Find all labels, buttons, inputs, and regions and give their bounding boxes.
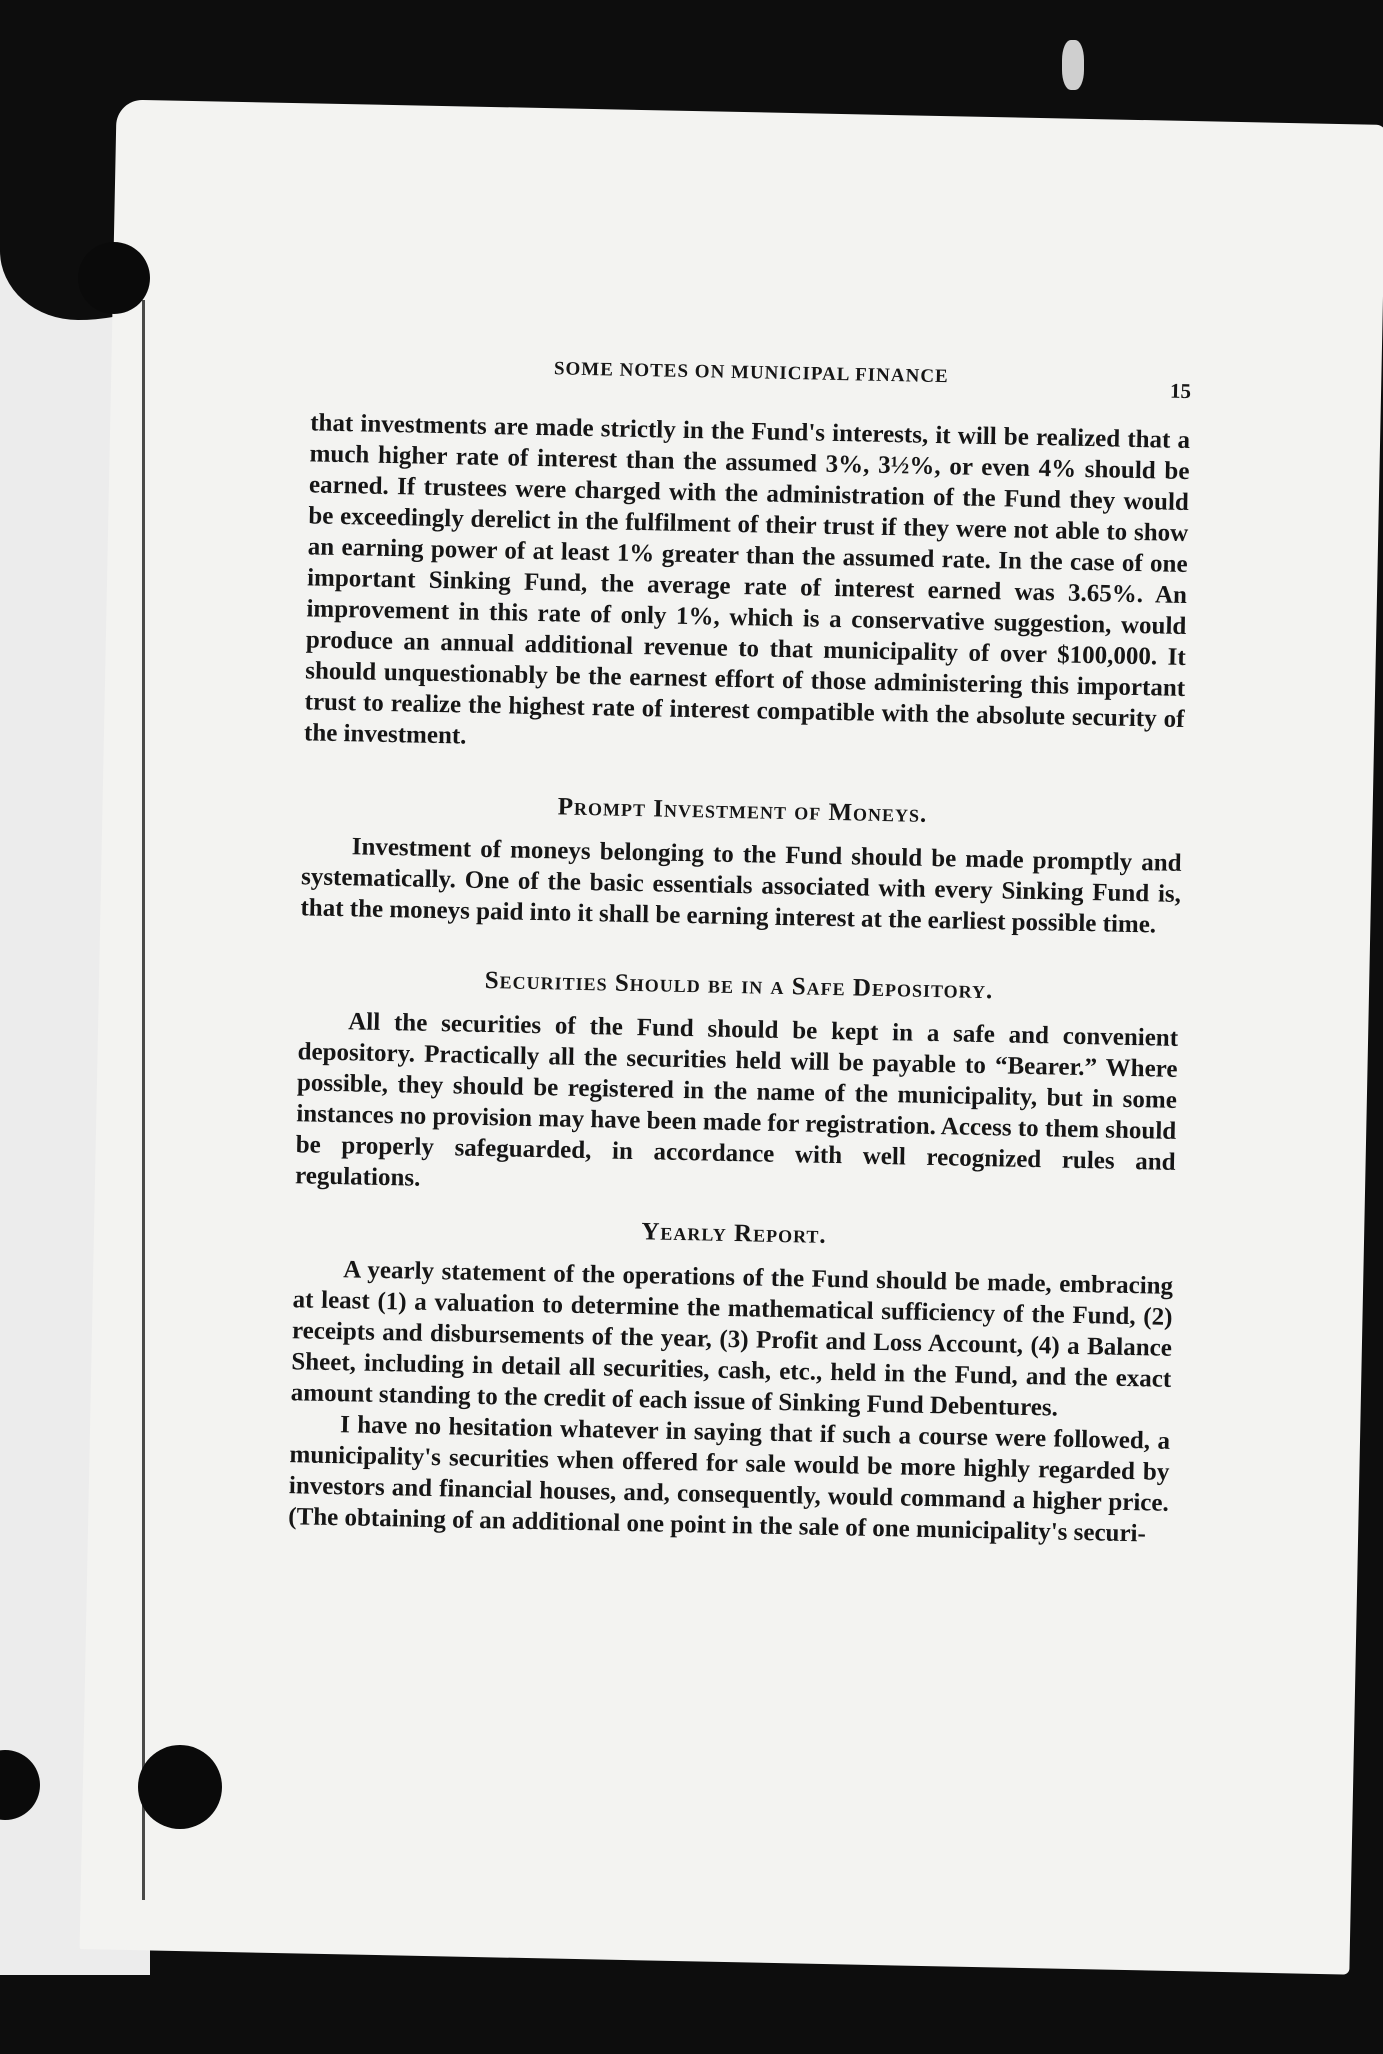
paragraph-safe-depository: All the securities of the Fund should be kept in a safe and convenient depository. Practically all the securities held will be payable to “Bearer.” Where possible, they should be registered in the name of the municipality, but in some instances no provision may have been made for registration. Access to them should be properly safeguarded, in accordance with well recognized rules and regulations.	[294, 1008, 1179, 1192]
section-heading-prompt-investment: Prompt Investment of Moneys.	[557, 793, 928, 828]
page-content	[288, 343, 1192, 1549]
scan-artifact	[1062, 40, 1084, 90]
page-number: 15	[1169, 378, 1192, 404]
document-page	[80, 99, 1383, 1974]
paragraph-sinking-fund-interest: that investments are made strictly in the Fund's interests, it will be realized that a much higher rate of interest than the assumed 3%, 3½%, or even 4% should be earned. If trustees were charged with the administration of the Fund they would be exceedingly derelict in the fulfilment of their trust if they were not able to show an earning power of at least 1% greater than the assumed rate. In the case of one important Sinking Fund, the average rate of interest earned was 3.65%. An improvement in this rate of only 1%, which is a conservative suggestion, would produce an annual additional revenue to that municipality of over $100,000. It should unquestionably be the earnest effort of those administering this important trust to realize the highest rate of interest compatible with the absolute security of the investment.	[303, 409, 1191, 750]
punch-hole-bottom-right	[138, 1745, 222, 1829]
running-title: SOME NOTES ON MUNICIPAL FINANCE	[553, 358, 949, 388]
paragraph-prompt-investment: Investment of moneys belonging to the Fund should be made promptly and systematically. One of the basic essentials associated with every Sinking Fund is, that the moneys paid into it shall be earning interest at the earliest possible time.	[300, 833, 1182, 939]
punch-hole-top	[78, 242, 150, 314]
running-head	[311, 343, 1192, 411]
binding-fold-line	[142, 300, 145, 1900]
section-heading-safe-depository: Securities Should be in a Safe Depository.	[484, 967, 994, 1005]
section-heading-yearly-report: Yearly Report.	[641, 1218, 827, 1249]
paragraph-municipal-securities: I have no hesitation whatever in saying that if such a course were followed, a municipality's securities when offered for sale would be more highly regarded by investors and financial houses, and, consequently, would command a higher price. (The obtaining of an additional one point in the sale of one municipality's securi-	[288, 1411, 1171, 1548]
paragraph-yearly-statement: A yearly statement of the operations of the Fund should be made, embracing at least (1) a valuation to determine the mathematical sufficiency of the Fund, (2) receipts and disbursements of the year, (3) Profit and Loss Account, (4) a Balance Sheet, including in detail all securities, cash, etc., held in the Fund, and the exact amount standing to the credit of each issue of Sinking Fund Debentures.	[290, 1256, 1174, 1422]
